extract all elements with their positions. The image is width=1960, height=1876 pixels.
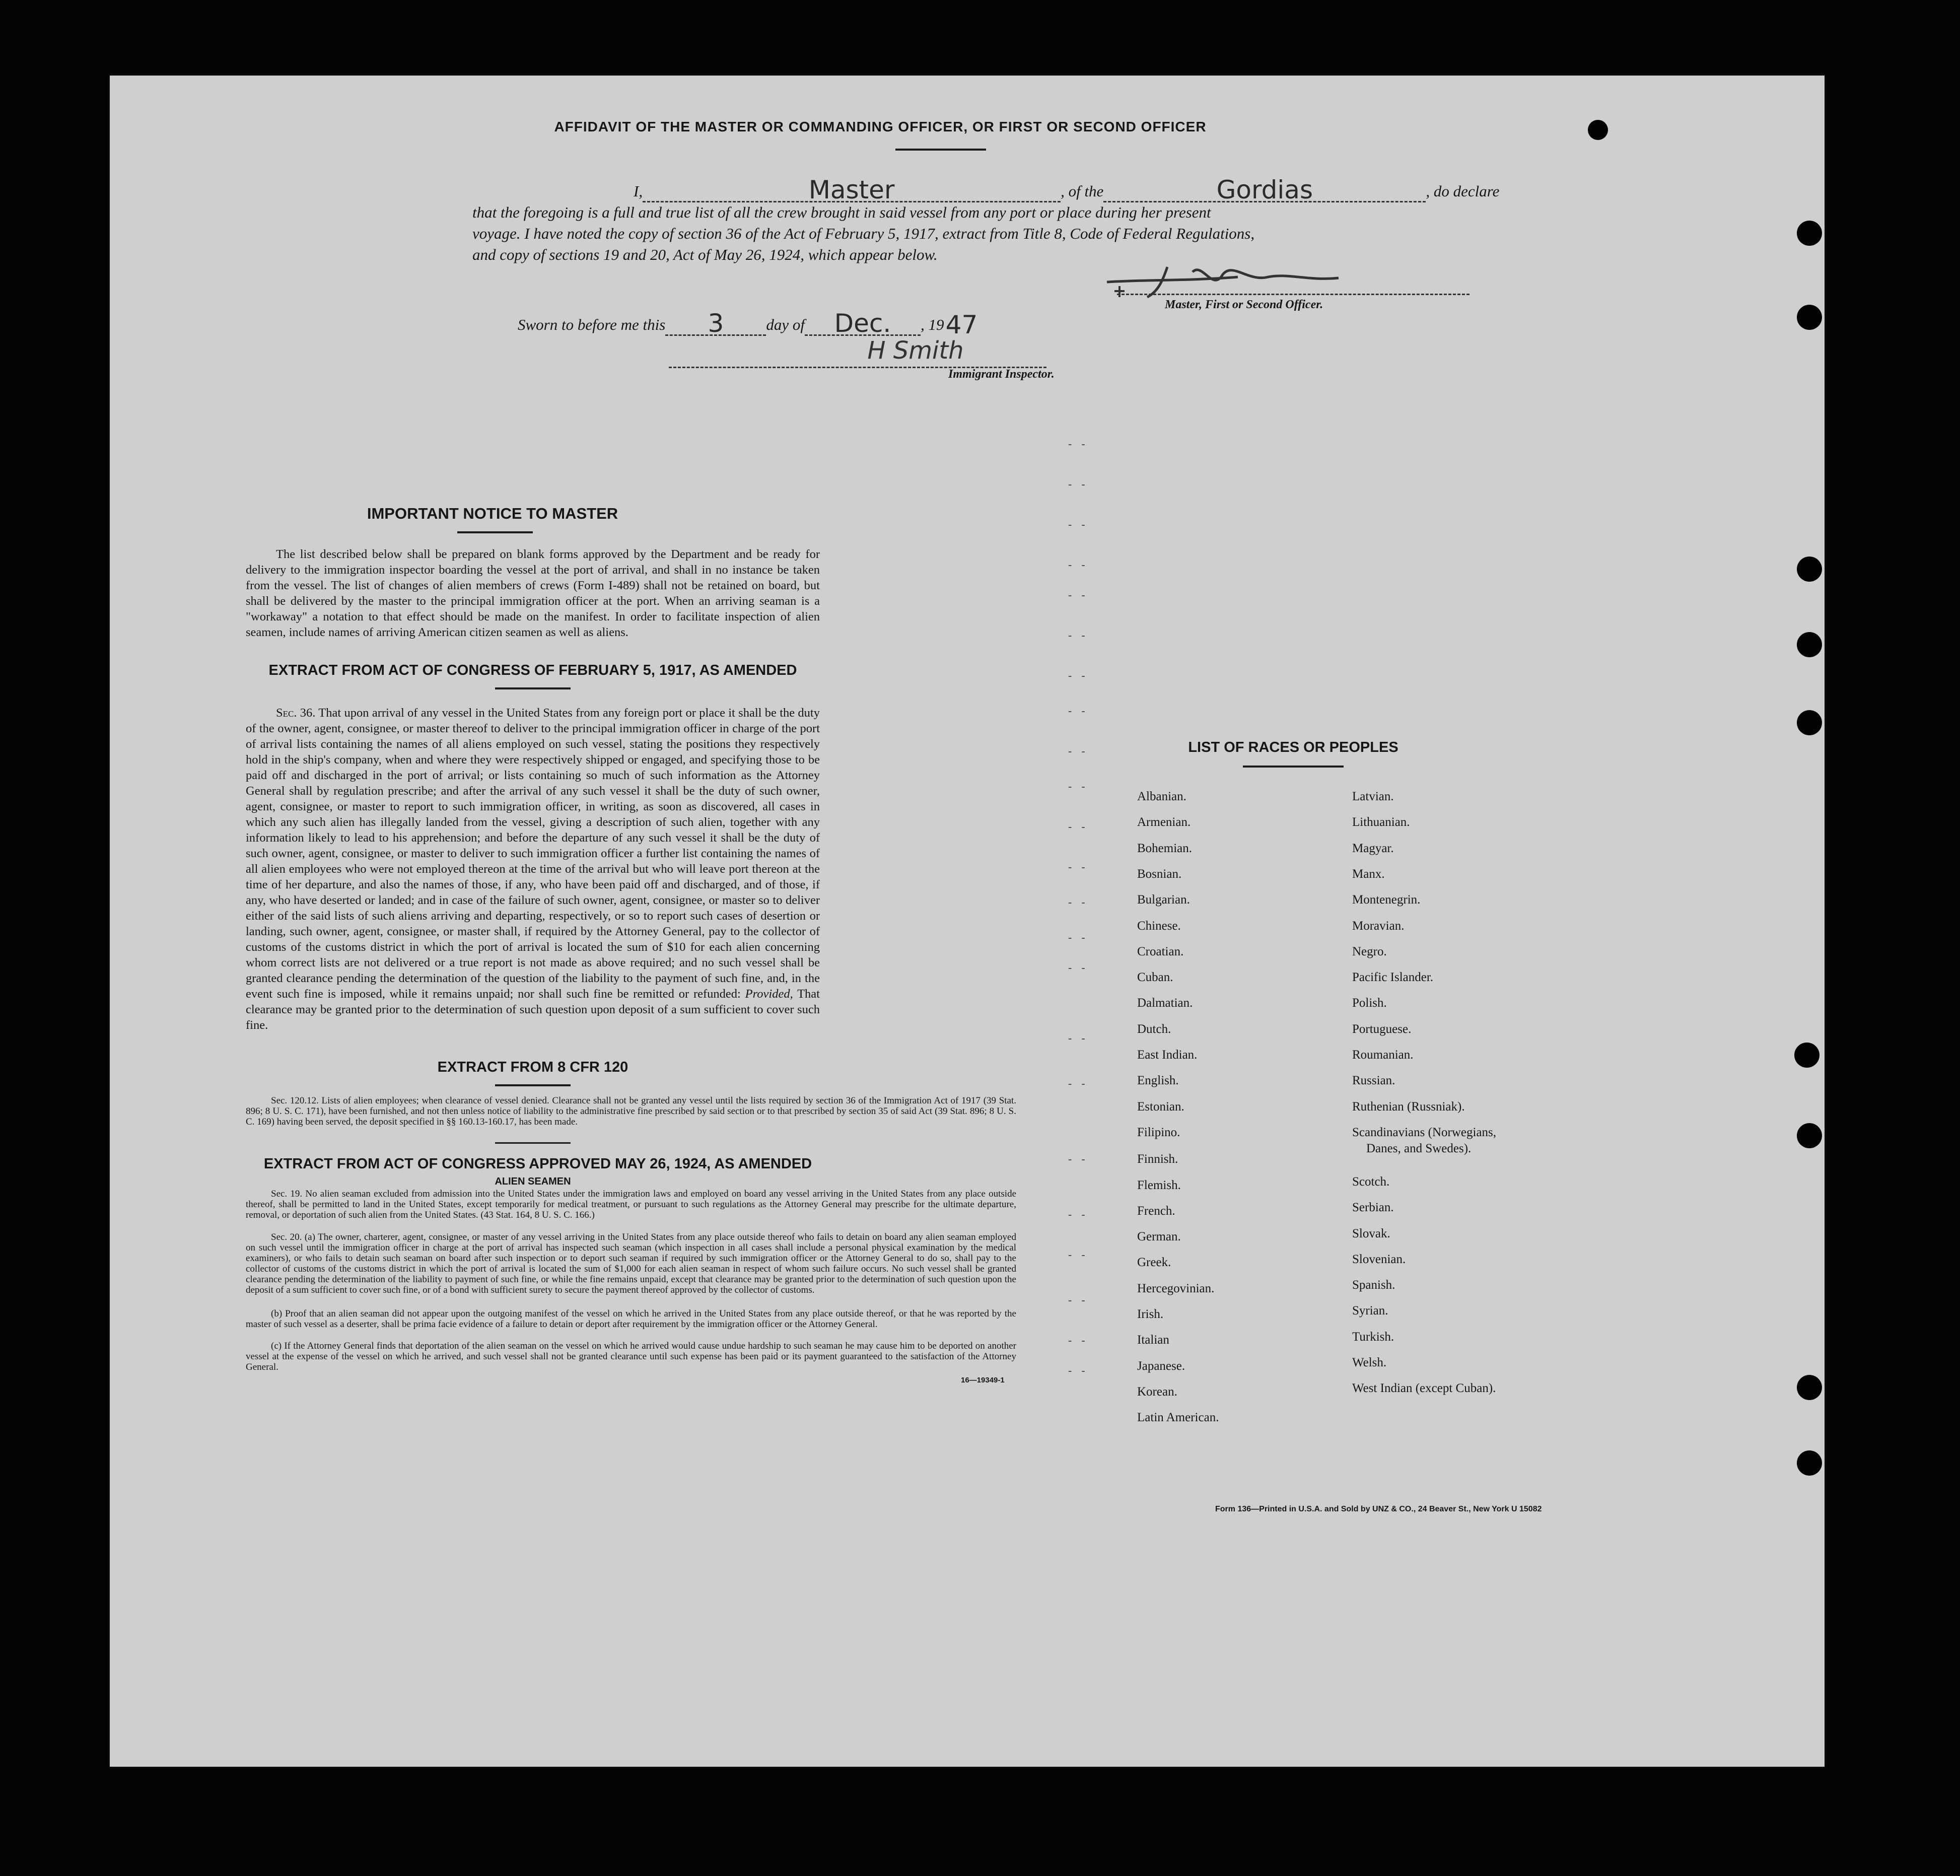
race-item: Armenian. <box>1137 815 1191 829</box>
dash-mark: - - <box>1067 630 1087 642</box>
extract-1917-text <box>246 705 820 1033</box>
race-item: East Indian. <box>1137 1048 1198 1062</box>
dash-mark: - - <box>1067 1249 1087 1262</box>
dash-mark: - - <box>1067 670 1087 682</box>
sec-20b-text: (b) Proof that an alien seaman did not appear upon the outgoing manifest of the vessel on which he arrived in the United States from any place outside thereof, or that he was reported by the master of such vessel as a deserter, shall be prima facie evidence of a failure to detain or deport after requirement by the immigration officer or the Attorney General. <box>246 1308 1016 1330</box>
sec-20c-text: (c) If the Attorney General finds that deportation of the alien seaman on the vessel on which he arrived would cause undue hardship to such seaman he may cause him to be deported on another vessel at the expense of the vessel on which he arrived, and such vessel shall not be granted clearance until such expense has been paid or its payment guaranteed to the satisfaction of the Attorney General. <box>246 1341 1016 1372</box>
provided-label: Provided, <box>745 987 793 1001</box>
race-item: Latvian. <box>1352 790 1394 803</box>
dash-mark: - - <box>1067 478 1087 491</box>
race-item: Slovenian. <box>1352 1252 1406 1266</box>
race-item: Moravian. <box>1352 919 1405 933</box>
race-item: Croatian. <box>1137 944 1184 958</box>
year-prefix: , 19 <box>920 316 944 333</box>
dash-mark: - - <box>1067 932 1087 944</box>
extract-cfr-text: Sec. 120.12. Lists of alien employees; when clearance of vessel denied. Clearance shall not be granted any vessel until the lists required by section 36 of the Immigration Act of 1917 (39 Stat. 896; 8 U. S. C. 171), have been furnished, and not then unless notice of liability to the administrative fine prescribed by said section or to that prescribed by section 35 of said Act (39 Stat. 896; 8 U. S. C. 169) having been served, the deposit specified in §§ 160.13-160.17, has been made. <box>246 1095 1016 1127</box>
punch-hole <box>1797 305 1822 330</box>
race-item: Estonian. <box>1137 1099 1184 1114</box>
race-item: Bohemian. <box>1137 841 1193 855</box>
dash-mark: - - <box>1067 821 1087 833</box>
race-item: Chinese. <box>1137 919 1181 933</box>
dash-mark: - - <box>1067 896 1087 909</box>
dash-mark: - - <box>1067 861 1087 874</box>
dash-mark: - - <box>1067 519 1087 531</box>
race-item: Ruthenian (Russniak). <box>1352 1099 1465 1114</box>
dash-mark: - - <box>1067 1209 1087 1221</box>
race-item: Pacific Islander. <box>1352 970 1434 985</box>
race-item: Portuguese. <box>1352 1022 1412 1036</box>
race-item: Scandinavians (Norwegians, <box>1352 1125 1497 1139</box>
race-item: Greek. <box>1137 1256 1171 1270</box>
sec-20a-text: Sec. 20. (a) The owner, charterer, agent, consignee, or master of any vessel arriving in the United States from any place outside thereof who fails to detain on board any alien seaman employed on such vessel until the immigration officer in charge at the port of arrival has inspected such seaman (which inspection in all cases shall include a personal physical examination by the medical examiners), or who fails to detain such seaman on board after such inspection or to deport such seaman if required by such immigration officer or the Attorney General to do so, shall pay to the collector of customs of the customs district in which the port of arrival is located the sum of $1,000 for each alien seaman in respect of whom such failure occurs. No such vessel shall be granted clearance pending the determination of the liability to payment of such fine, or while the fine remains unpaid, except that clearance may be granted prior to the determination of such question upon the deposit of a sum sufficient to cover such fine, or of a bond with sufficient surety to secure the payment thereof approved by the collector of customs. <box>246 1232 1016 1295</box>
race-item: Welsh. <box>1352 1356 1387 1369</box>
races-title: LIST OF RACES OR PEOPLES <box>1188 739 1398 755</box>
inspector-caption: Immigrant Inspector. <box>948 368 1055 381</box>
punch-hole <box>1797 1123 1822 1148</box>
race-item: Russian. <box>1352 1074 1395 1088</box>
inspector-signature: H Smith <box>867 336 964 365</box>
punch-hole <box>1797 557 1822 582</box>
race-item: Slovak. <box>1352 1226 1390 1240</box>
master-signature-line <box>1117 294 1469 295</box>
race-item: Magyar. <box>1352 841 1394 855</box>
alien-seamen-subtitle: ALIEN SEAMEN <box>495 1176 571 1187</box>
dash-mark: - - <box>1067 1153 1087 1166</box>
races-rule <box>1243 766 1344 768</box>
race-item: Spanish. <box>1352 1278 1395 1292</box>
race-item: Roumanian. <box>1352 1048 1414 1062</box>
master-signature-caption: Master, First or Second Officer. <box>1165 298 1323 311</box>
race-item: Albanian. <box>1137 790 1186 803</box>
sec-36-end: That clearance may be granted prior to the determination of such question upon deposit of a sum sufficient to cover such fine. <box>246 987 820 1032</box>
punch-hole <box>1797 632 1822 657</box>
punch-hole <box>1797 1375 1822 1400</box>
race-item: Dalmatian. <box>1137 996 1193 1010</box>
extract-1924-title: EXTRACT FROM ACT OF CONGRESS APPROVED MAY 26, 1924, AS AMENDED <box>263 1156 812 1172</box>
race-item: Italian <box>1137 1333 1169 1347</box>
affidavit-line-4: and copy of sections 19 and 20, Act of May 26, 1924, which appear below. <box>472 246 938 263</box>
race-item: Manx. <box>1352 867 1385 881</box>
race-item: Japanese. <box>1137 1359 1185 1373</box>
race-item: French. <box>1137 1204 1175 1218</box>
race-item: Bosnian. <box>1137 867 1182 881</box>
punch-hole <box>1588 120 1608 140</box>
race-item: Hercegovinian. <box>1137 1281 1215 1295</box>
declare-label: , do declare <box>1426 182 1500 200</box>
extract-cfr-bottom-rule <box>495 1142 571 1144</box>
affidavit-title: AFFIDAVIT OF THE MASTER OR COMMANDING OFFICER, OR FIRST OR SECOND OFFICER <box>554 119 1207 134</box>
race-item: Scotch. <box>1352 1174 1390 1189</box>
form-footer: Form 136—Printed in U.S.A. and Sold by UNZ & CO., 24 Beaver St., New York U 15082 <box>1215 1505 1542 1513</box>
punch-hole <box>1797 1450 1822 1476</box>
dash-mark: - - <box>1067 745 1087 758</box>
race-item: Latin American. <box>1137 1411 1219 1425</box>
day-field: 3 <box>665 312 766 336</box>
sec-36-body: That upon arrival of any vessel in the United States from any foreign port or place it shall be the duty of the owner, agent, consignee, or master thereof to deliver to the principal immigration officer in charge of the port of arrival lists containing the names of all aliens employed on such vessel, stating the positions they respectively hold in the ship's company, when and where they were respectively shipped or engaged, and specifying those to be paid off and discharged in the port of arrival; or lists containing so much of such information as the Attorney General shall by regulation prescribe; and after the arrival of any such vessel it shall be the duty of such owner, agent, consignee, or master to report to such immigration officer, in writing, as soon as discovered, all cases in which any such alien has illegally landed from the vessel, giving a description of such alien, together with any information likely to lead to his apprehension; and before the departure of any such vessel it shall be the duty of such owner, agent, consignee, or master to deliver to such immigration officer a further list containing the names of all alien employees who were not employed thereon at the time of the arrival but who will leave port thereon at the time of her departure, and also the names of those, if any, who have been paid off and discharged, and of those, if any, who have deserted or landed; and in case of the failure of such owner, agent, consignee, or master so to deliver either of the said lists of such aliens arriving and departing, respectively, or so to report such cases of desertion or landing, such owner, agent, consignee, or master shall, if required by the Attorney General, pay to the collector of customs of the customs district in which the port of arrival is located the sum of $10 for each alien concerning whom correct lists are not delivered or a true report is not made as above required; and no such vessel shall be granted clearance pending the determination of the question of the liability to the payment of such fine, and, in the event such fine is imposed, while it remains unpaid; nor shall such fine be remitted or refunded: <box>246 706 820 1001</box>
extract-1917-title: EXTRACT FROM ACT OF CONGRESS OF FEBRUARY 5, 1917, AS AMENDED <box>268 662 797 678</box>
race-item: Danes, and Swedes). <box>1366 1141 1472 1155</box>
sec-19-text: Sec. 19. No alien seaman excluded from admission into the United States under the immigration laws and employed on board any vessel arriving in the United States from any place outside thereof, shall be permitted to land in the United States, except temporarily for medical treatment, or pursuant to such regulations as the Attorney General may prescribe for the ultimate departure, removal, or deportation of such alien from the United States. (43 Stat. 164, 8 U. S. C. 166.) <box>246 1189 1016 1220</box>
race-item: Irish. <box>1137 1307 1164 1321</box>
notice-title: IMPORTANT NOTICE TO MASTER <box>367 505 618 522</box>
dash-mark: - - <box>1067 559 1087 572</box>
dash-mark: - - <box>1067 962 1087 975</box>
dash-mark: - - <box>1067 589 1087 602</box>
race-item: Dutch. <box>1137 1022 1171 1036</box>
year-field: 47 <box>945 310 978 339</box>
race-item: Flemish. <box>1137 1178 1181 1192</box>
extract-1917-rule <box>495 687 571 689</box>
punch-hole <box>1797 710 1822 735</box>
race-item: West Indian (except Cuban). <box>1352 1381 1496 1396</box>
sworn-label: Sworn to before me this <box>518 316 666 333</box>
race-item: Lithuanian. <box>1352 815 1410 829</box>
month-field: Dec. <box>805 312 921 336</box>
extract-cfr-rule <box>495 1084 571 1086</box>
affidavit-line-3: voyage. I have noted the copy of section 36 of the Act of February 5, 1917, extract from Title 8, Code of Federal Regulations, <box>472 225 1255 242</box>
race-item: Bulgarian. <box>1137 893 1190 907</box>
notice-rule <box>457 531 533 533</box>
dash-mark: - - <box>1067 781 1087 793</box>
dash-mark: - - <box>1067 1335 1087 1347</box>
race-item: Cuban. <box>1137 970 1173 985</box>
affidavit-line-1 <box>467 175 1535 204</box>
race-item: Filipino. <box>1137 1125 1180 1139</box>
dash-mark: - - <box>1067 705 1087 718</box>
race-item: English. <box>1137 1074 1179 1088</box>
sworn-line <box>518 309 1585 339</box>
race-item: Finnish. <box>1137 1152 1178 1166</box>
notice-text: The list described below shall be prepared on blank forms approved by the Department and be ready for delivery to the immigration inspector boarding the vessel at the port of arrival, and shall in no instance be taken from the vessel. The list of changes of alien members of crews (Form I-489) shall not be retained on board, but shall be delivered by the master to the principal immigration officer at the port. When an arriving seaman is a "workaway" a notation to that effect should be made on the manifest. In order to facilitate inspection of alien seamen, include names of arriving American citizen seamen as well as aliens. <box>246 547 820 639</box>
race-item: Montenegrin. <box>1352 893 1421 907</box>
race-item: Turkish. <box>1352 1330 1394 1344</box>
vessel-field: Gordias <box>1103 179 1426 202</box>
document-page <box>110 76 1825 1767</box>
i-label: I, <box>634 182 643 200</box>
race-item: Serbian. <box>1352 1201 1394 1215</box>
sec-36-label: Sec. 36. <box>276 706 316 720</box>
dash-mark: - - <box>1067 1032 1087 1045</box>
extract-cfr-title: EXTRACT FROM 8 CFR 120 <box>437 1059 628 1075</box>
race-item: Polish. <box>1352 996 1387 1010</box>
of-the-label: , of the <box>1061 182 1104 200</box>
day-of-label: day of <box>766 316 805 333</box>
race-item: Korean. <box>1137 1384 1177 1399</box>
punch-hole <box>1797 221 1822 246</box>
affidavit-line-2: that the foregoing is a full and true list of all the crew brought in said vessel from any port or place during her present <box>472 203 1211 221</box>
form-code: 16—19349-1 <box>961 1376 1005 1384</box>
dash-mark: - - <box>1067 1294 1087 1307</box>
race-item: German. <box>1137 1230 1181 1244</box>
race-item: Negro. <box>1352 944 1387 958</box>
dash-mark: - - <box>1067 1365 1087 1377</box>
title-rule <box>895 149 986 151</box>
dash-mark: - - <box>1067 1078 1087 1090</box>
punch-hole <box>1794 1043 1819 1068</box>
master-field: Master <box>643 179 1061 202</box>
race-item: Syrian. <box>1352 1304 1388 1318</box>
dash-mark: - - <box>1067 438 1087 451</box>
